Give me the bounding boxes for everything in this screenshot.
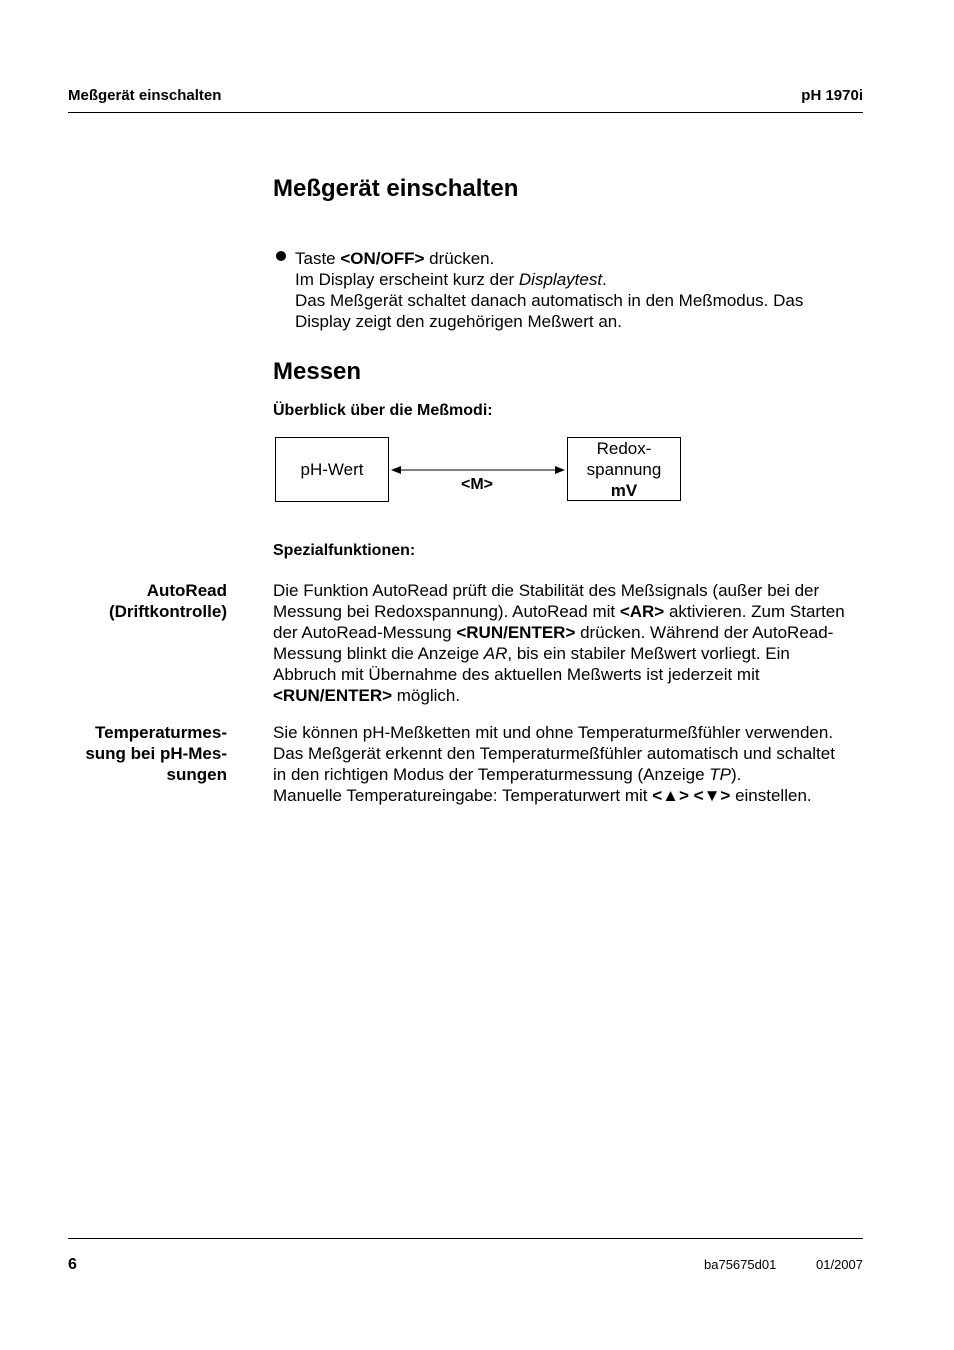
temp-margin-line-1: Temperaturmes- xyxy=(95,723,227,742)
redox-unit: mV xyxy=(610,481,638,500)
running-header-left: Meßgerät einschalten xyxy=(68,87,222,104)
autoread-margin-line-1: AutoRead xyxy=(146,581,227,600)
bullet-line-1: Taste <ON/OFF> drücken. xyxy=(295,249,495,268)
autoread-line-6: <RUN/ENTER> möglich. xyxy=(273,686,461,705)
autoread-margin-heading xyxy=(27,580,227,622)
autoread-line-2: Messung bei Redoxspannung). AutoRead mit <AR> aktivieren. Zum Starten xyxy=(273,602,845,621)
document-date: 01/2007 xyxy=(816,1257,863,1272)
bullet-paragraph xyxy=(295,248,803,332)
running-header-right: pH 1970i xyxy=(801,87,863,104)
autoread-margin-line-2: (Driftkontrolle) xyxy=(108,602,227,621)
section-title-einschalten: Meßgerät einschalten xyxy=(273,175,519,202)
document-id: ba75675d01 xyxy=(704,1257,777,1272)
autoread-line-3: der AutoRead-Messung <RUN/ENTER> drücken. Während der AutoRead- xyxy=(273,623,834,642)
bullet-line-2: Im Display erscheint kurz der Displaytest. xyxy=(295,270,607,289)
temp-margin-line-3: sungen xyxy=(166,765,227,784)
temp-margin-line-2: sung bei pH-Mes- xyxy=(85,744,227,763)
autoread-paragraph xyxy=(273,580,845,706)
temp-line-3: in den richtigen Modus der Temperaturmessung (Anzeige TP). xyxy=(273,765,742,784)
redox-line-1: Redox- xyxy=(596,439,652,458)
mode-box-ph-label: pH-Wert xyxy=(300,460,364,479)
bullet-line-3: Das Meßgerät schaltet danach automatisch in den Meßmodus. Das xyxy=(295,291,804,310)
mode-key-label: <M> xyxy=(461,476,494,493)
bullet-line-4: Display zeigt den zugehörigen Meßwert an. xyxy=(295,312,622,331)
header-rule xyxy=(68,112,863,113)
temperature-paragraph xyxy=(273,722,835,806)
special-heading: Spezialfunktionen: xyxy=(273,542,416,559)
autoread-line-5: Abbruch mit Übernahme des aktuellen Meßwerts ist jederzeit mit xyxy=(273,665,760,684)
autoread-line-1: Die Funktion AutoRead prüft die Stabilität des Meßsignals (außer bei der xyxy=(273,581,820,600)
redox-line-2: spannung xyxy=(586,460,662,479)
footer-rule xyxy=(68,1238,863,1239)
mode-box-redox xyxy=(567,437,681,501)
autoread-line-4: Messung blinkt die Anzeige AR, bis ein stabiler Meßwert vorliegt. Ein xyxy=(273,644,790,663)
bullet-dot xyxy=(276,251,286,261)
page-number: 6 xyxy=(68,1256,77,1273)
temp-line-2: Das Meßgerät erkennt den Temperaturmeßfühler automatisch und schaltet xyxy=(273,744,835,763)
temp-line-1: Sie können pH-Meßketten mit und ohne Temperaturmeßfühler verwenden. xyxy=(273,723,834,742)
temperature-margin-heading xyxy=(27,722,227,785)
temp-line-4: Manuelle Temperatureingabe: Temperaturwert mit <▲> <▼> einstellen. xyxy=(273,786,812,805)
mode-box-ph xyxy=(275,437,389,502)
section-title-messen: Messen xyxy=(273,358,362,385)
overview-heading: Überblick über die Meßmodi: xyxy=(273,402,493,419)
